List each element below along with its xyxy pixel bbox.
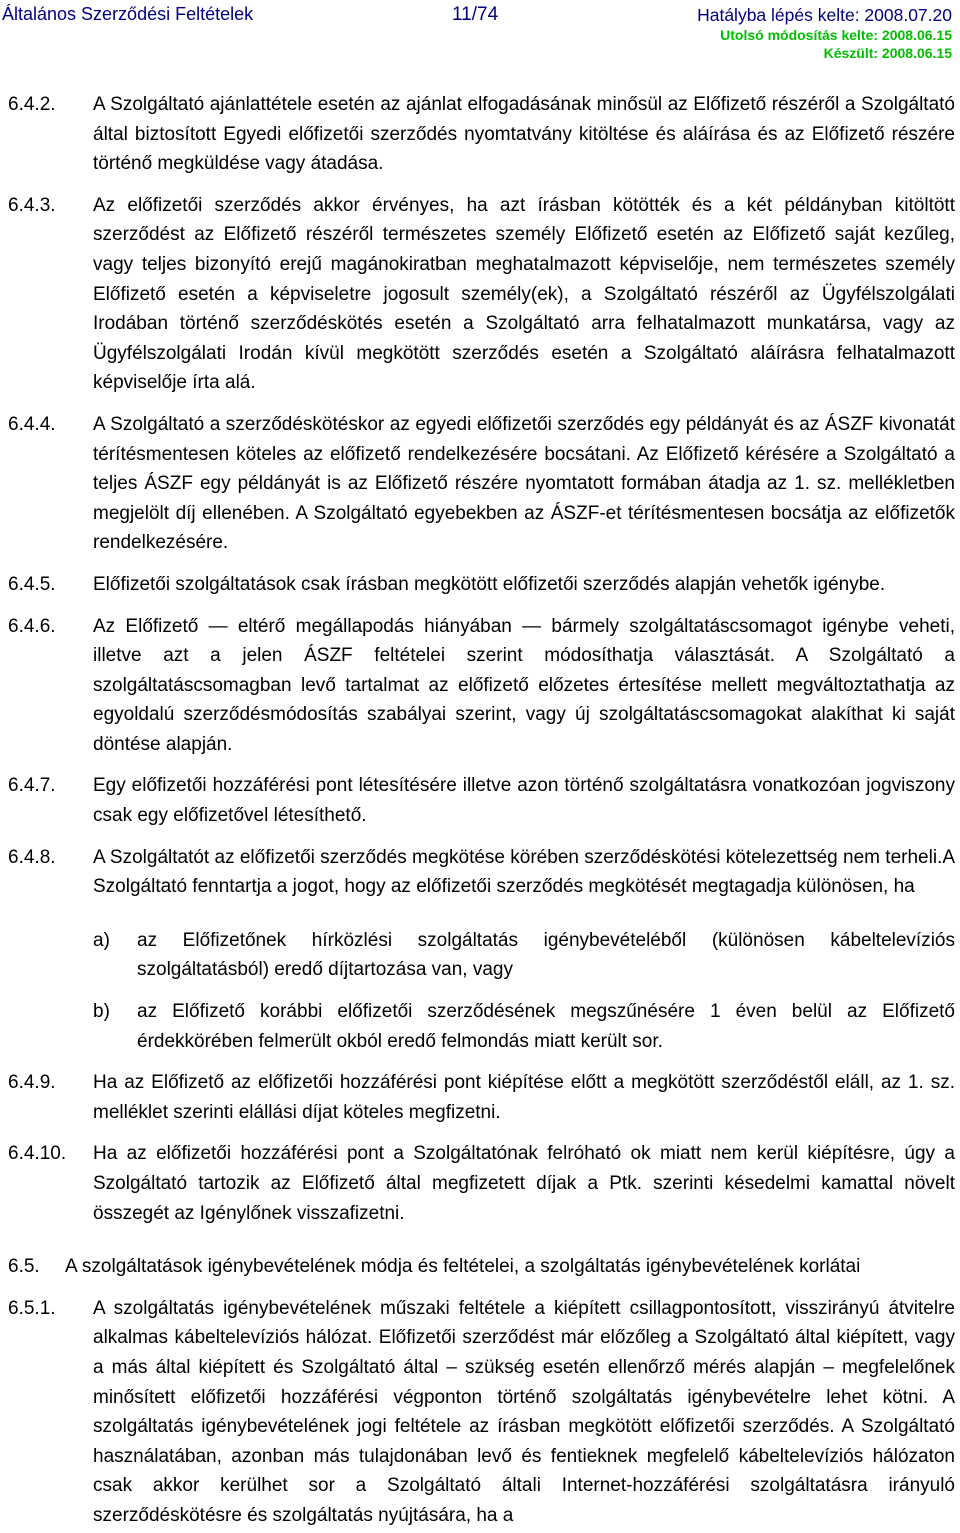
list-item-text: az Előfizetőnek hírközlési szolgáltatás igénybevételéből (különösen kábeltelevíziós szolgáltatásból) eredő díjtartozása van, vagy [137, 929, 955, 981]
effective-date: Hatályba lépés kelte: 2008.07.20 [697, 5, 952, 25]
list-item-b [0, 997, 960, 1056]
section-text: Ha az Előfizető az előfizetői hozzáférési pont kiépítése előtt a megkötött szerződéstől eláll, az 1. sz. melléklet szerinti elállási díjat köteles megfizetni. [93, 1072, 955, 1123]
last-modified-date: Utolsó módosítás kelte: 2008.06.15 [720, 27, 952, 43]
section-number: 6.4.10. [8, 1143, 67, 1165]
section-heading: A szolgáltatások igénybevételének módja és feltételei, a szolgáltatás igénybevételének korlátai [65, 1256, 861, 1278]
section-text: Egy előfizetői hozzáférési pont létesítésére illetve azon történő szolgáltatásra vonatkozóan jogviszony csak egy előfizetővel létesíthető. [93, 775, 955, 827]
page-header [0, 0, 960, 70]
list-item-text: az Előfizető korábbi előfizetői szerződésének megszűnésére 1 éven belül az Előfizető érdekkörében felmerült okból eredő felmondás miatt került sor. [137, 1001, 955, 1052]
section-number: 6.4.4. [8, 413, 56, 435]
section-number: 6.4.6. [8, 615, 56, 637]
section-6-5-heading [0, 1252, 960, 1282]
section-6-5-1 [0, 1294, 960, 1531]
page-number: 11/74 [452, 4, 499, 25]
list-item-a [0, 926, 960, 985]
section-text: Az Előfizető — eltérő megállapodás hiányában — bármely szolgáltatáscsomagot igénybe veheti, illetve azt a jelen ÁSZF feltételei szerint módosíthatja választását. A Szolgáltató a szolgáltatáscsomagban levő tartalmat az előfizető előzetes értesítése mellett megváltoztathatja az egyoldalú szerződésmódosítás szabályai szerint, vagy új szolgáltatáscsomagokat alakíthat ki saját döntése alapján. [93, 615, 955, 755]
list-item-label: b) [93, 1001, 110, 1023]
section-6-4-6 [0, 612, 960, 760]
section-6-4-3 [0, 191, 960, 398]
section-text: Az előfizetői szerződés akkor érvényes, ha azt írásban kötötték és a két példányban kitöltött szerződést az Előfizető részéről természetes személy Előfizető esetén az Előfizető saját kezűleg, vagy teljes bizonyító erejű magánokiratban meghatalmazott képviselője, nem természetes személy Előfizető esetén a képviseletre jogosult személy(ek), a Szolgáltató részéről az Ügyfélszolgálati Irodában történő szerződéskötés esetén a Szolgáltató arra felhatalmazott munkatársa, vagy az Ügyfélszolgálati Irodán kívül megkötött szerződés esetén a Szolgáltató aláírásra felhatalmazott képviselője írta alá. [93, 194, 955, 394]
section-text: A Szolgáltató ajánlattétele esetén az ajánlat elfogadásának minősül az Előfizető részéről a Szolgáltató által biztosított Egyedi előfizetői szerződés nyomtatvány kitöltése és aláírása és az Előfizető részére történő megküldése vagy átadása. [93, 94, 955, 175]
section-6-4-2 [0, 90, 960, 179]
section-number: 6.5. [8, 1256, 40, 1278]
section-number: 6.4.7. [8, 775, 56, 797]
section-6-4-5 [0, 570, 960, 600]
section-number: 6.5.1. [8, 1297, 56, 1319]
section-number: 6.4.9. [8, 1072, 56, 1094]
section-6-4-8 [0, 843, 960, 902]
section-number: 6.4.3. [8, 194, 56, 216]
section-text: A Szolgáltató a szerződéskötéskor az egyedi előfizetői szerződés egy példányát és az ÁSZF kivonatát térítésmentesen köteles az előfizető rendelkezésére bocsátani. Az Előfizető kérésére a Szolgáltató a teljes ÁSZF egy példányát is az Előfizető részére nyomtatott formában átadja az 1. sz. mellékletben megjelölt díj ellenében. A Szolgáltató egyebekben az ÁSZF-et térítésmentesen bocsátja az előfizetők rendelkezésére. [93, 413, 955, 554]
section-number: 6.4.5. [8, 573, 56, 595]
document-body [0, 90, 960, 1531]
section-number: 6.4.2. [8, 94, 56, 115]
section-text: Előfizetői szolgáltatások csak írásban megkötött előfizetői szerződés alapján vehetők igénybe. [93, 573, 886, 595]
created-date: Készült: 2008.06.15 [823, 45, 952, 61]
section-number: 6.4.8. [8, 846, 56, 868]
section-text: A szolgáltatás igénybevételének műszaki feltétele a kiépített csillagpontosított, visszirányú átvitelre alkalmas kábeltelevíziós hálózat. Előfizetői szerződést már előzőleg a Szolgáltató által kiépített, vagy a más által kiépített és Szolgáltató által – szükség esetén ellenőrző mérés alapján – megfelelőnek minősített előfizetői hozzáférési végponton történő szolgáltatás igénybevételre lehet kötni. A szolgáltatás igénybevételének jogi feltétele az írásban megkötött előfizetői szerződés. A Szolgáltató használatában, azonban más tulajdonában levő és fentieknek megfelelő kábeltelevíziós hálózaton csak akkor kerülhet sor a Szolgáltató általi Internet-hozzáférési szolgáltatásra irányuló szerződéskötésre és szolgáltatás nyújtására, ha a [93, 1297, 955, 1526]
section-6-4-4 [0, 410, 960, 558]
header-dates [697, 4, 952, 62]
section-text: A Szolgáltatót az előfizetői szerződés megkötése körében szerződéskötési kötelezettség nem terheli.A Szolgáltató fenntartja a jogot, hogy az előfizetői szerződés megkötését megtagadja különösen, ha [93, 846, 955, 898]
document-title: Általános Szerződési Feltételek [2, 4, 254, 24]
section-6-4-7 [0, 771, 960, 830]
section-6-4-9 [0, 1068, 960, 1127]
list-item-label: a) [93, 929, 110, 951]
section-text: Ha az előfizetői hozzáférési pont a Szolgáltatónak felróható ok miatt nem kerül kiépítésre, úgy a Szolgáltató tartozik az Előfizető által megfizetett díjak a Ptk. szerinti késedelmi kamattal növelt összegét az Igénylőnek visszafizetni. [93, 1143, 955, 1224]
section-6-4-10 [0, 1139, 960, 1228]
